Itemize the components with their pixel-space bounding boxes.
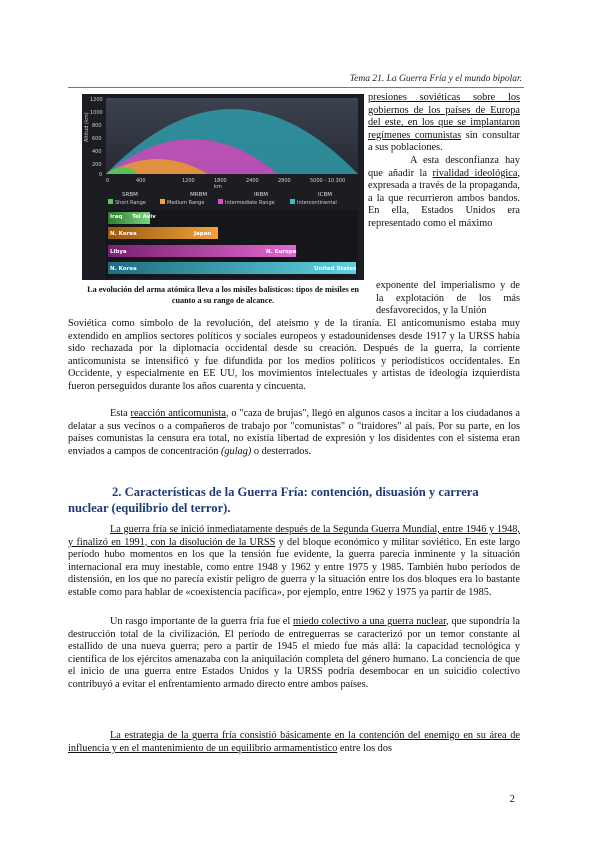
y-tick: 0 <box>99 172 103 178</box>
x-tick: 0 <box>106 178 110 184</box>
underlined-text: reacción anticomunista <box>130 408 226 419</box>
underlined-text: miedo colectivo a una guerra nuclear <box>293 616 447 627</box>
x-tick: 2800 <box>278 178 291 184</box>
missile-range-chart <box>82 94 364 280</box>
category-label: IRBM <box>254 192 268 198</box>
paragraph-text: o desterrados. <box>251 445 312 457</box>
paragraph-strategy <box>68 730 520 755</box>
legend-label: Medium Range <box>167 200 205 206</box>
x-tick: 400 <box>136 178 146 184</box>
paragraph-witch-hunt <box>68 408 520 458</box>
bar-right-label: Tel Aviv <box>132 214 156 220</box>
y-tick: 800 <box>92 123 102 129</box>
paragraph-nuclear-fear <box>68 616 520 692</box>
bar-left-label: N. Korea <box>110 266 137 272</box>
paragraph-text: , que supondría la destrucción total de la civilización. El período de entreguerras se caracterizó por un temor constante al estallido de una nueva guerra; pero a partir de 1945 el miedo fue más allá: la capacidad tecnológica y científica de los ejércitos amenazaba con la aniquilación completa del género humano. La conciencia de que el inicio de una guerra entre Estados Unidos y la URSS podría desembocar en un suicidio colectivo contribuyó a evitar el enfrentamiento armado directo entre ambos países. <box>68 616 520 690</box>
underlined-text: presiones soviéticas sobre los gobiernos de los países de Europa del este, en los que se implantaron regímenes comunistas <box>368 92 520 141</box>
paragraph-text: , o "caza de brujas", llegó en algunos casos a incitar a los ciudadanos a delatar a sus vecinos o a compañeros de trabajo por "comunistas" o "traidores" al país. Por su parte, en los países comunistas la censura era total, no existía libertad de expresión y los disidentes con el sistema eran enviados a campos de concentración <box>68 408 520 457</box>
legend-swatch-medium <box>160 199 165 204</box>
underlined-text: rivalidad ideológica <box>432 167 518 179</box>
y-tick: 200 <box>92 162 102 168</box>
figure-caption: La evolución del arma atómica lleva a los misiles balísticos: tipos de misiles en cuanto a su rango de alcance. <box>87 285 359 305</box>
bar-left-label: Libya <box>110 249 127 255</box>
y-tick: 1200 <box>90 97 103 103</box>
x-tick: 1200 <box>182 178 195 184</box>
legend-label: Intermediate Range <box>225 200 275 206</box>
y-tick: 1000 <box>90 110 103 116</box>
legend-swatch-short <box>108 199 113 204</box>
header-rule <box>68 87 524 88</box>
paragraph-text: sin consultar a sus poblaciones. <box>368 129 520 154</box>
y-axis-label: Altitud (km) <box>84 112 90 142</box>
paragraph-text: , expresada a través de la propaganda, a la que recurrieron ambos bandos. En ella, Estados Unidos era representado como el máximo <box>368 167 521 229</box>
section-number: 2. <box>112 485 122 499</box>
bar-right-label: N. Europe <box>266 249 297 255</box>
page-number: 2 <box>509 793 515 805</box>
right-column-continuation: exponente del imperialismo y de la explotación de los más desfavorecidos, y la Unión <box>376 280 520 317</box>
paragraph-text: A esta desconfianza hay que añadir la <box>368 154 520 179</box>
bar-right-label: Japan <box>194 231 212 237</box>
legend-label: Short Range <box>115 200 146 206</box>
y-tick: 600 <box>92 136 102 142</box>
italic-text: (gulag) <box>220 445 252 457</box>
bar-left-label: N. Korea <box>110 231 137 237</box>
section-heading <box>68 484 520 516</box>
category-label: MRBM <box>190 192 208 198</box>
legend-swatch-intercontinental <box>290 199 295 204</box>
legend-label: Intercontinental <box>297 200 337 206</box>
underlined-text: La estrategia de la guerra fría consistió básicamente en la contención del enemigo en su área de influencia y en el mantenimiento de un equilibrio armamentístico <box>68 730 520 754</box>
x-tick: 2400 <box>246 178 259 184</box>
x-tick: 1800 <box>214 178 227 184</box>
paragraph-start-end <box>68 524 520 600</box>
bar-left-label: Iraq <box>110 214 123 220</box>
bar-right-label: United States <box>314 266 357 272</box>
paragraph-text: y del bloque económico y militar soviético. En este largo período hubo momentos en los que la tensión fue evidente, la guerra parecía inminente y la situación internacional era muy inestable, como entre 1948 y 1962 y entre 1975 y 1985. También hubo períodos de distensión, en los que no parecía existir peligro de guerra y la situación entre los dos bloques era lo bastante estable como para hablar de «coexistencia pacífica», por ejemplo, entre 1962 y 1975 ya partir de 1985. <box>68 536 520 598</box>
page-header: Tema 21. La Guerra Fría y el mundo bipolar. <box>349 74 522 84</box>
y-tick: 400 <box>92 149 102 155</box>
right-column-text <box>368 92 520 231</box>
legend-swatch-intermediate <box>218 199 223 204</box>
paragraph-text: Esta <box>110 408 131 419</box>
paragraph-text: Un rasgo importante de la guerra fría fue el <box>110 616 294 627</box>
x-unit: km <box>214 184 222 190</box>
category-label: ICBM <box>318 192 332 198</box>
category-label: SRBM <box>122 192 138 198</box>
section-title-text: Características de la Guerra Fría: contención, disuasión y carrera nuclear (equilibrio del terror). <box>68 485 479 515</box>
missile-range-figure <box>82 94 364 280</box>
paragraph-text: entre los dos <box>337 742 392 754</box>
paragraph-anticommunism: Soviética como símbolo de la revolución, del ateísmo y de la tiranía. El anticomunismo estaba muy extendido en amplios sectores políticos y sociales europeos y estadounidenses desde 1917 y la URSS había sido rechazada por la diplomacia occidental desde su creación. Después de la guerra, la corriente anticomunista se intensificó y fue difundida por los medios políticos y periodísticos occidentales. En Occidente, y especialmente en EE UU, los movimientos intelectuales y artistas de ideología izquierdista fueron perseguidos durante los años cuarenta y cincuenta. <box>68 318 520 392</box>
underlined-text: La guerra fría se inició inmediatamente después de la Segunda Guerra Mundial, entre 1946 y 1948, y finalizó en 1991, con la disolución de la URSS <box>68 524 520 548</box>
x-tick: 5000 - 10.300 <box>310 178 346 184</box>
